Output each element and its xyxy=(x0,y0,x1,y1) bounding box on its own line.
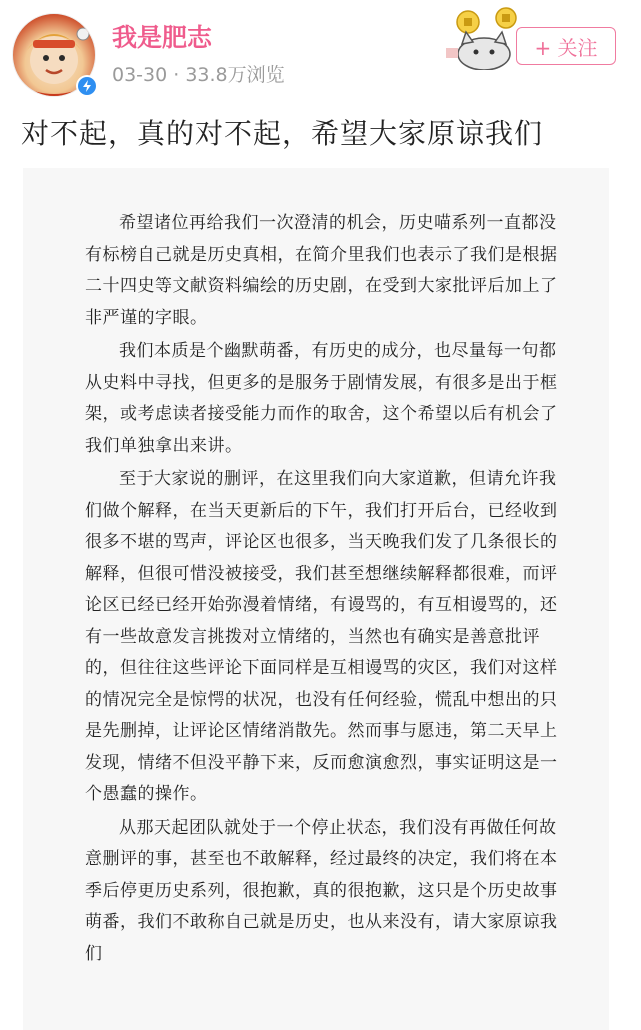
post-meta: 03-30 · 33.8万浏览 xyxy=(112,64,285,86)
post-header xyxy=(0,0,641,105)
verified-badge-icon xyxy=(76,75,98,97)
statement-text xyxy=(85,208,571,972)
post-title: 对不起，真的对不起，希望大家原谅我们 xyxy=(21,117,544,150)
username[interactable]: 我是肥志 xyxy=(112,23,213,52)
paragraph: 从那天起团队就处于一个停止状态，我们没有再做任何故意删评的事，甚至也不敢解释，经过最终的决定，我们将在本季后停更历史系列，很抱歉，真的很抱歉，这只是个历史故事萌番，我们不敢称自己就是历史，也从来没有，请大家原谅我们 xyxy=(85,817,558,964)
statement-image xyxy=(23,168,609,1030)
follow-button[interactable]: + 关注 xyxy=(516,27,616,65)
paragraph: 至于大家说的删评，在这里我们向大家道歉，但请允许我们做个解释，在当天更新后的下午，我们打开后台，已经收到很多不堪的骂声，评论区也很多，当天晚我们发了几条很长的解释，但很可惜没被接受，我们甚至想继续解释都很难，而评论区已经已经开始弥漫着情绪，有谩骂的，有互相谩骂的，还有一些故意发言挑拨对立情绪的，当然也有确实是善意批评的，但往往这些评论下面同样是互相谩骂的灾区，我们对这样的情况完全是惊愕的状况，也没有任何经验，慌乱中想出的只是先删掉，让评论区情绪消散先。然而事与愿违，第二天早上发现，情绪不但没平静下来，反而愈演愈烈，事实证明这是一个愚蠢的操作。 xyxy=(85,469,558,804)
paragraph: 我们本质是个幽默萌番，有历史的成分，也尽量每一句都从史料中寻找，但更多的是服务于剧情发展，有很多是出于框架，或考虑读者接受能力而作的取舍，这个希望以后有机会了我们单独拿出来讲。 xyxy=(85,341,558,456)
paragraph: 希望诸位再给我们一次澄清的机会，历史喵系列一直都没有标榜自己就是历史真相，在简介里我们也表示了我们是根据二十四史等文献资料编绘的历史剧，在受到大家批评后加上了非严谨的字眼。 xyxy=(85,213,558,328)
